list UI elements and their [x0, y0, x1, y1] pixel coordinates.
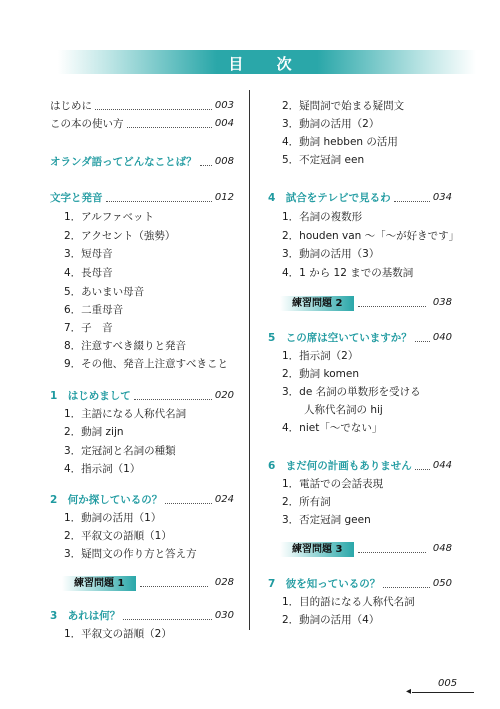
- chapter-title: 5 この席は空いていますか？: [268, 332, 412, 344]
- section-item: [268, 226, 460, 244]
- chapter-page: 034: [432, 192, 452, 203]
- section-item: [50, 318, 234, 336]
- exercise-entry: [50, 576, 234, 592]
- leader-dots: [415, 341, 430, 342]
- section-item: [50, 263, 234, 281]
- section-title: 9．その他、発音上注意すべきこと: [64, 358, 228, 370]
- section-title: 2．疑問詞で始まる疑問文: [282, 100, 405, 112]
- leader-dots: [200, 165, 212, 166]
- chapter-entry: [268, 328, 452, 346]
- exercise-entry: [268, 296, 452, 312]
- chapter-entry: [50, 114, 234, 132]
- section-item: [50, 336, 234, 354]
- leader-dots: [106, 201, 212, 202]
- section-title: 2．動詞 zijn: [64, 426, 124, 438]
- chapter-entry: [268, 456, 452, 474]
- section-item: [50, 226, 234, 244]
- section-title: 人称代名詞の hij: [304, 404, 383, 416]
- section-title: 3．動詞の活用（3）: [282, 248, 380, 260]
- section-item: [268, 346, 452, 364]
- arrow-left-icon: ◂: [406, 686, 412, 697]
- chapter-page: 040: [432, 332, 452, 343]
- leader-dots: [383, 587, 430, 588]
- section-item: [50, 624, 234, 642]
- exercise-page: 048: [432, 543, 452, 554]
- section-title: 3．de 名詞の単数形を受ける: [282, 386, 421, 398]
- leader-dots: [165, 503, 212, 504]
- section-item: [268, 492, 452, 510]
- chapter-page: 024: [214, 494, 234, 505]
- section-item: [50, 354, 234, 372]
- chapter-page: 020: [214, 390, 234, 401]
- exercise-title: 練習問題 2: [292, 298, 343, 309]
- leader-dots: [123, 619, 212, 620]
- chapter-page: 004: [214, 118, 234, 129]
- section-item: [268, 150, 452, 168]
- chapter-title: はじめに: [50, 100, 92, 112]
- chapter-title: 3 あれは何？: [50, 610, 121, 622]
- section-item: [50, 544, 234, 562]
- chapter-entry: [50, 96, 234, 114]
- exercise-page: 028: [214, 577, 234, 588]
- section-title: 3．定冠詞と名詞の種類: [64, 445, 176, 457]
- section-title: 3．否定冠詞 geen: [282, 514, 371, 526]
- chapter-page: 044: [432, 460, 452, 471]
- section-item: [268, 207, 452, 225]
- chapter-title: 文字と発音: [50, 192, 103, 204]
- section-item: [268, 610, 452, 628]
- chapter-title: 6 まだ何の計画もありません: [268, 460, 412, 472]
- chapter-title: 1 はじめまして: [50, 390, 131, 402]
- section-item: [50, 404, 234, 422]
- chapter-entry: [50, 188, 234, 206]
- section-item: [50, 422, 234, 440]
- section-title: 8．注意すべき綴りと発音: [64, 340, 186, 352]
- section-title: 2．動詞 komen: [282, 368, 359, 380]
- chapter-entry: [50, 490, 234, 508]
- section-title: 1．電話での会話表現: [282, 478, 384, 490]
- section-item: [50, 207, 234, 225]
- chapter-title: この本の使い方: [50, 118, 124, 130]
- section-title: 1．目的語になる人称代名詞: [282, 596, 415, 608]
- leader-dots: [134, 399, 212, 400]
- section-item: [50, 244, 234, 262]
- section-title: 3．疑問文の作り方と答え方: [64, 548, 197, 560]
- chapter-page: 003: [214, 100, 234, 111]
- section-item: [268, 132, 452, 150]
- section-title: 2．アクセント（強勢）: [64, 230, 176, 242]
- chapter-entry: [268, 188, 452, 206]
- page-number: 005: [438, 678, 458, 689]
- section-item: [50, 508, 234, 526]
- section-title: 5．あいまい母音: [64, 286, 145, 298]
- leader-dots: [358, 306, 426, 307]
- section-title: 7．子 音: [64, 322, 113, 334]
- exercise-title: 練習問題 3: [292, 544, 343, 555]
- section-item: [268, 114, 452, 132]
- section-item: [50, 441, 234, 459]
- section-title: 4．指示詞（1）: [64, 463, 141, 475]
- section-title: 2．houden van ～「～が好きです」: [282, 230, 460, 242]
- chapter-title: 7 彼を知っているの？: [268, 578, 381, 590]
- chapter-entry: [50, 386, 234, 404]
- section-title: 2．所有詞: [282, 496, 331, 508]
- section-title: 4．1 から 12 までの基数詞: [282, 267, 414, 279]
- section-title: 2．平叙文の語順（1）: [64, 530, 172, 542]
- chapter-title: 4 試合をテレビで見るわ: [268, 192, 391, 204]
- leader-dots: [415, 469, 430, 470]
- leader-dots: [127, 127, 212, 128]
- section-item: [268, 382, 452, 400]
- leader-dots: [358, 552, 426, 553]
- section-title: 5．不定冠詞 een: [282, 154, 365, 166]
- leader-dots: [394, 201, 430, 202]
- chapter-page: 008: [214, 156, 234, 167]
- chapter-entry: [268, 574, 452, 592]
- section-item: [268, 244, 452, 262]
- section-title: 2．動詞の活用（4）: [282, 614, 380, 626]
- chapter-page: 050: [432, 578, 452, 589]
- footer-rule: [412, 692, 474, 693]
- section-item: [268, 510, 452, 528]
- section-title: 1．主語になる人称代名詞: [64, 408, 187, 420]
- exercise-page: 038: [432, 297, 452, 308]
- leader-dots: [95, 109, 212, 110]
- chapter-entry: [50, 606, 234, 624]
- section-item: [268, 400, 452, 418]
- section-title: 1．平叙文の語順（2）: [64, 628, 172, 640]
- exercise-title: 練習問題 1: [74, 578, 125, 589]
- section-item: [268, 263, 452, 281]
- toc-banner: [58, 50, 476, 74]
- chapter-page: 030: [214, 610, 234, 621]
- section-item: [268, 96, 452, 114]
- section-item: [268, 418, 452, 436]
- section-item: [50, 526, 234, 544]
- section-item: [50, 300, 234, 318]
- section-title: 1．アルファベット: [64, 211, 155, 223]
- exercise-entry: [268, 542, 452, 558]
- section-item: [268, 592, 452, 610]
- section-item: [50, 459, 234, 477]
- chapter-page: 012: [214, 192, 234, 203]
- toc-title: 目 次: [228, 55, 306, 73]
- chapter-title: 2 何か探しているの？: [50, 494, 163, 506]
- section-title: 1．指示詞（2）: [282, 350, 359, 362]
- section-title: 1．名詞の複数形: [282, 211, 363, 223]
- section-title: 3．短母音: [64, 248, 113, 260]
- chapter-title: オランダ語ってどんなことば？: [50, 156, 197, 168]
- section-title: 4．長母音: [64, 267, 113, 279]
- section-item: [50, 282, 234, 300]
- column-divider: [249, 90, 250, 630]
- section-item: [268, 474, 452, 492]
- section-title: 1．動詞の活用（1）: [64, 512, 162, 524]
- section-title: 4．動詞 hebben の活用: [282, 136, 398, 148]
- section-title: 4．niet「～でない」: [282, 422, 383, 434]
- leader-dots: [140, 586, 208, 587]
- section-item: [268, 364, 452, 382]
- section-title: 6．二重母音: [64, 304, 124, 316]
- chapter-entry: [50, 152, 234, 170]
- section-title: 3．動詞の活用（2）: [282, 118, 380, 130]
